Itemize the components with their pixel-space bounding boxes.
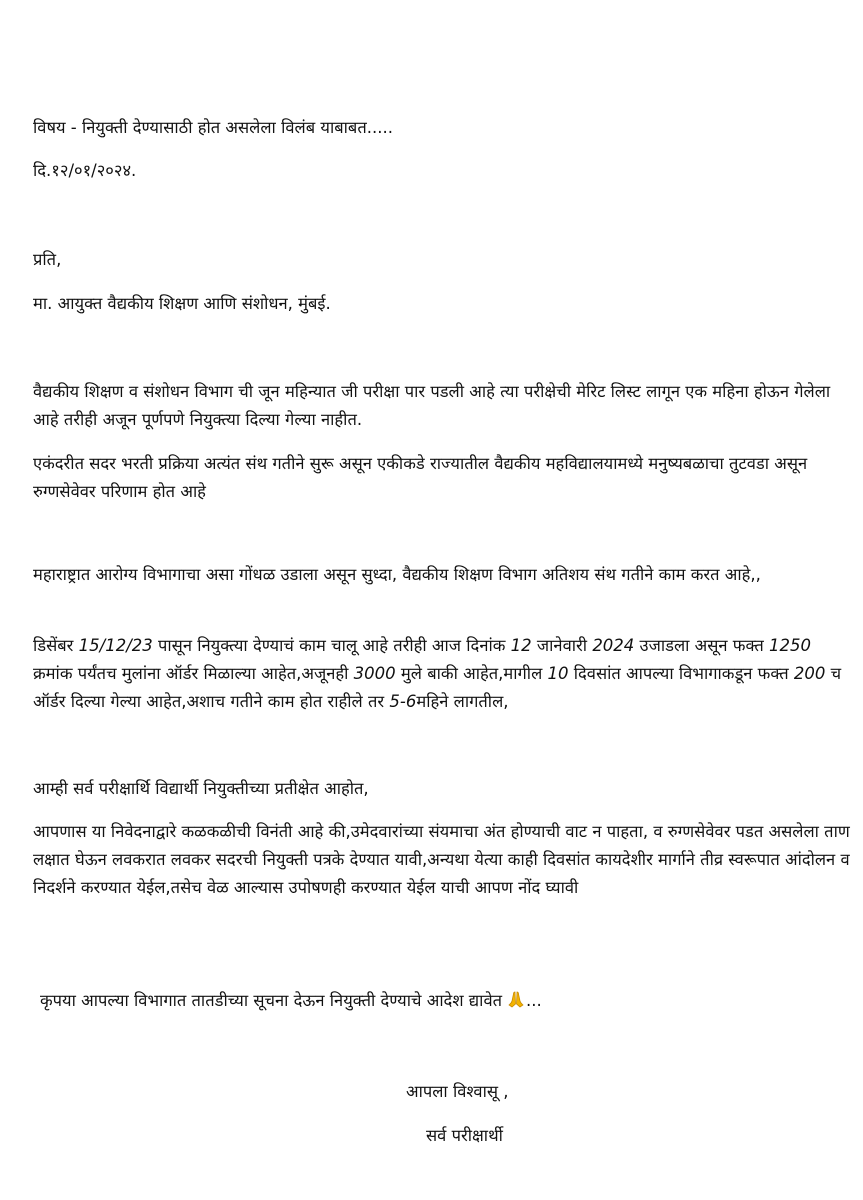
paragraph-exam-delay: वैद्यकीय शिक्षण व संशोधन विभाग ची जून महिन्यात जी परीक्षा पार पडली आहे त्या परीक्षेची मेरिट लिस्ट लागून एक महिना होऊन गेलेला आहे तरीही अजून पूर्णपणे नियुक्त्या दिल्या गेल्या नाहीत. <box>33 382 831 429</box>
stats-rank-count: 1250 <box>769 636 812 655</box>
stats-text-9: महिने लागतील, <box>416 692 509 711</box>
stats-months: 5-6 <box>389 692 417 711</box>
stats-text-5: क्रमांक पर्यंतच मुलांना ऑर्डर मिळाल्या आहेत,अजूनही <box>33 664 354 683</box>
letter-date: दि.१२/०१/२०२४. <box>33 161 137 180</box>
stats-remaining-count: 3000 <box>353 664 396 683</box>
stats-text-7: दिवसांत आपल्या विभागाकडून फक्त <box>568 664 794 683</box>
stats-year: 2024 <box>592 636 635 655</box>
letter-sender: सर्व परीक्षार्थी <box>426 1126 503 1145</box>
stats-day: 12 <box>510 636 532 655</box>
stats-text-3: जानेवारी <box>531 636 593 655</box>
paragraph-appointment-stats <box>33 632 851 716</box>
letter-subject: विषय - नियुक्ती देण्यासाठी होत असलेला विलंब याबाबत..... <box>33 118 393 137</box>
paragraph-request-warning: आपणास या निवेदनाद्वारे कळकळीची विनंती आहे की,उमेदवारांच्या संयमाचा अंत होण्याची वाट न पाहता, व रुग्णसेवेवर पडत असलेला ताण लक्षात घेऊन लवकरात लवकर सदरची नियुक्ती पत्रके देण्यात यावी,अन्यथा येत्या काही दिवसांत कायदेशीर मार्गाने तीव्र स्वरूपात आंदोलन व निदर्शने करण्यात येईल,तसेच वेळ आल्यास उपोषणही करण्यात येईल याची आपण नोंद घ्यावी <box>33 822 850 897</box>
stats-text-1: डिसेंबर <box>33 636 79 655</box>
letter-closing-regards: आपला विश्वासू , <box>406 1082 509 1101</box>
paragraph-department-status: महाराष्ट्रात आरोग्य विभागाचा असा गोंधळ उडाला असून सुध्दा, वैद्यकीय शिक्षण विभाग अतिशय संथ गतीने काम करत आहे,, <box>33 565 761 584</box>
stats-text-6: मुले बाकी आहेत,मागील <box>395 664 548 683</box>
stats-text-4: उजाडला असून फक्त <box>634 636 770 655</box>
folded-hands-icon <box>506 989 526 1009</box>
paragraph-slow-process: एकंदरीत सदर भरती प्रक्रिया अत्यंत संथ गतीने सुरू असून एकीकडे राज्यातील वैद्यकीय महविद्यालयामध्ये मनुष्यबळाचा तुटवडा असून रुग्णसेवेवर परिणाम होत आहे <box>33 454 808 501</box>
letter-salutation: प्रति, <box>33 250 62 269</box>
stats-text-8: च ऑर्डर दिल्या गेल्या आहेत,अशाच गतीने काम होत राहीले तर <box>33 664 842 711</box>
stats-orders-count: 200 <box>793 664 826 683</box>
stats-text-2: पासून नियुक्त्या देण्याचं काम चालू आहे तरीही आज दिनांक <box>152 636 511 655</box>
stats-start-date: 15/12/23 <box>78 636 153 655</box>
paragraph-waiting: आम्ही सर्व परीक्षार्थि विद्यार्थी नियुक्तीच्या प्रतीक्षेत आहोत, <box>33 779 369 798</box>
letter-recipient: मा. आयुक्त वैद्यकीय शिक्षण आणि संशोधन, मुंबई. <box>33 294 331 313</box>
closing-request-ellipsis: ... <box>526 991 542 1010</box>
closing-request <box>40 987 851 1015</box>
closing-request-text: कृपया आपल्या विभागात तातडीच्या सूचना देऊन नियुक्ती देण्याचे आदेश द्यावेत <box>40 991 503 1010</box>
stats-days: 10 <box>547 664 569 683</box>
